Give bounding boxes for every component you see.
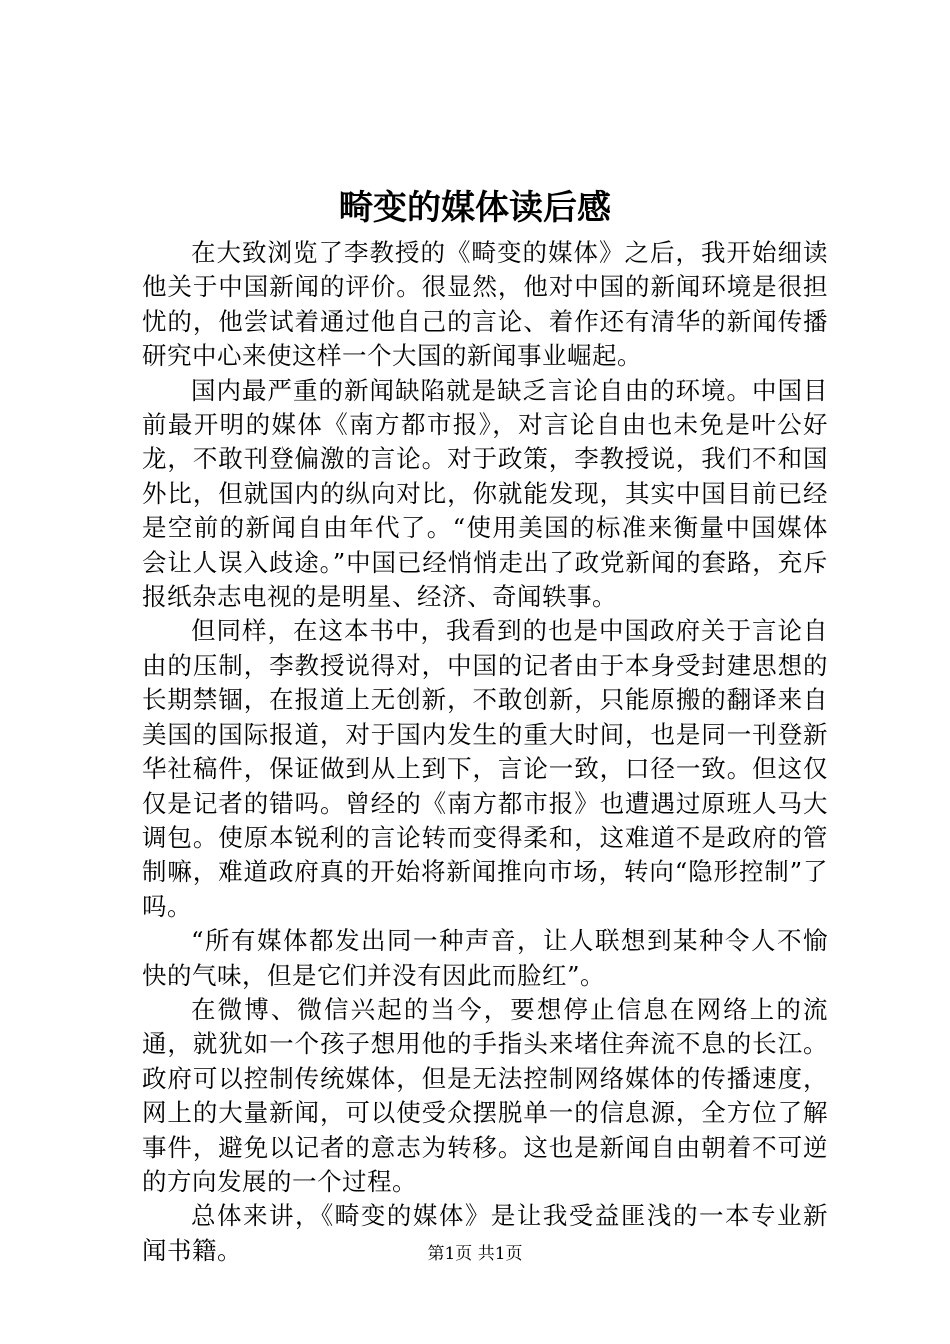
paragraph: 在微博、微信兴起的当今，要想停止信息在网络上的流通，就犹如一个孩子想用他的手指头来堵住奔流不息的长江。政府可以控制传统媒体，但是无法控制网络媒体的传播速度，网上的大量新闻，可以使受众摆脱单一的信息源，全方位了解事件，避免以记者的意志为转移。这也是新闻自由朝着不可逆的方向发展的一个过程。 bbox=[142, 994, 828, 1196]
page-footer: 第1页 共1页 bbox=[427, 1244, 523, 1264]
document-body bbox=[142, 236, 828, 1268]
paragraph: “所有媒体都发出同一种声音，让人联想到某种令人不愉快的气味，但是它们并没有因此而脸红”。 bbox=[142, 926, 828, 990]
document-title: 畸变的媒体读后感 bbox=[339, 188, 611, 228]
paragraph: 但同样，在这本书中，我看到的也是中国政府关于言论自由的压制，李教授说得对，中国的记者由于本身受封建思想的长期禁锢，在报道上无创新，不敢创新，只能原搬的翻译来自美国的国际报道，对于国内发生的重大时间，也是同一刊登新华社稿件，保证做到从上到下，言论一致，口径一致。但这仅仅是记者的错吗。曾经的《南方都市报》也遭遇过原班人马大调包。使原本锐利的言论转而变得柔和，这难道不是政府的管制嘛，难道政府真的开始将新闻推向市场，转向“隐形控制”了吗。 bbox=[142, 616, 828, 921]
paragraph: 总体来讲，《畸变的媒体》是让我受益匪浅的一本专业新闻书籍。 bbox=[142, 1201, 828, 1265]
paragraph: 在大致浏览了李教授的《畸变的媒体》之后，我开始细读他关于中国新闻的评价。很显然，他对中国的新闻环境是很担忧的，他尝试着通过他自己的言论、着作还有清华的新闻传播研究中心来使这样一个大国的新闻事业崛起。 bbox=[142, 238, 828, 371]
paragraph: 国内最严重的新闻缺陷就是缺乏言论自由的环境。中国目前最开明的媒体《南方都市报》，对言论自由也未免是叶公好龙，不敢刊登偏激的言论。对于政策，李教授说，我们不和国外比，但就国内的纵向对比，你就能发现，其实中国目前已经是空前的新闻自由年代了。“使用美国的标准来衡量中国媒体会让人误入歧途。”中国已经悄悄走出了政党新闻的套路，充斥报纸杂志电视的是明星、经济、奇闻轶事。 bbox=[142, 375, 828, 612]
